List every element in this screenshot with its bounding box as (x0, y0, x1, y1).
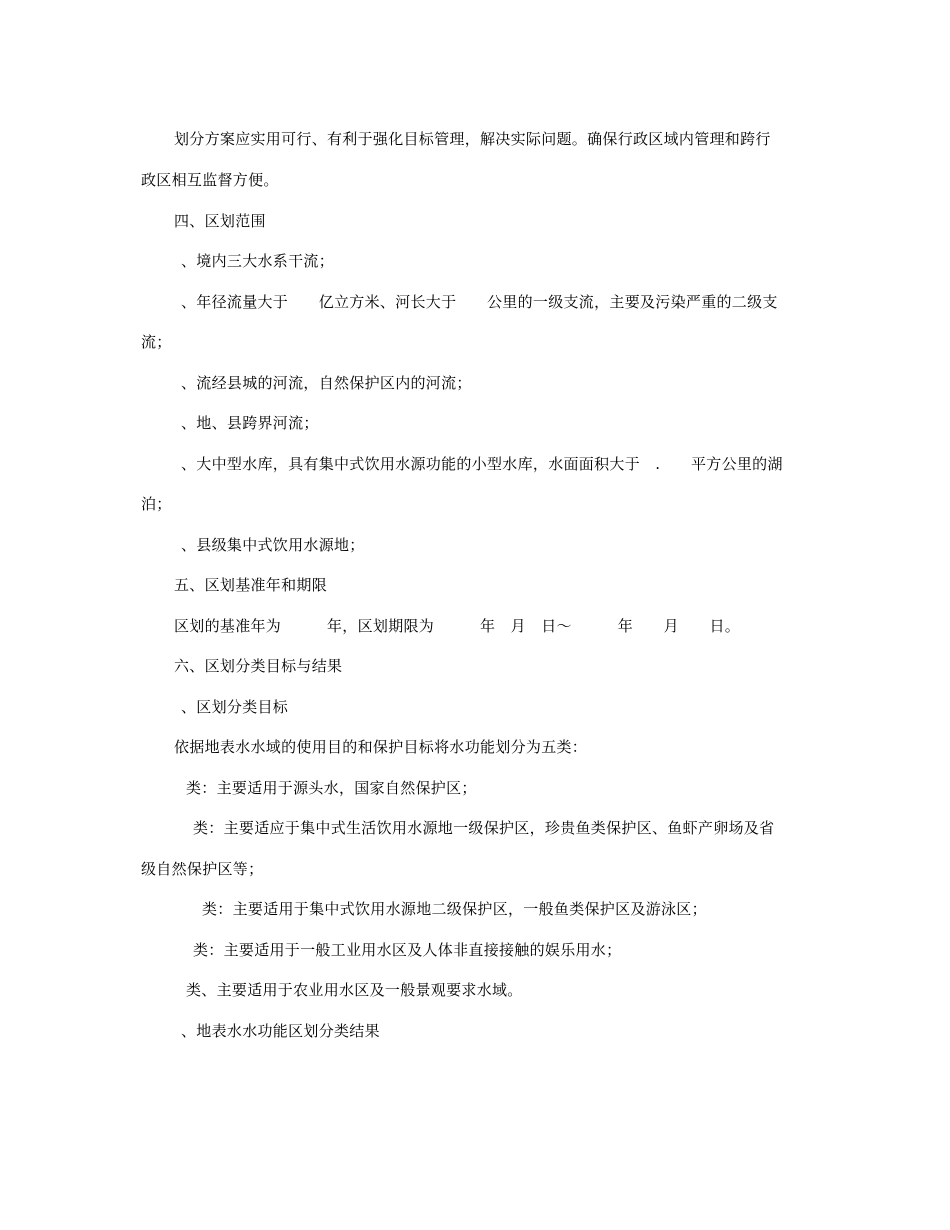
list-item: 类：主要适用于集中式饮用水源地二级保护区，一般鱼类保护区及游泳区； (202, 900, 707, 918)
list-item: 、流经县城的河流，自然保护区内的河流； (181, 374, 472, 392)
list-item-continuation: 级自然保护区等； (141, 860, 264, 878)
list-item: 、年径流量大于 亿立方米、河长大于 公里的一级支流，主要及污染严重的二级支 (181, 293, 778, 311)
list-item: 类、主要适用于农业用水区及一般景观要求水域。 (186, 981, 523, 999)
list-item: 、境内三大水系干流； (181, 252, 335, 270)
list-item: 类：主要适用于一般工业用水区及人体非直接接触的娱乐用水； (193, 941, 622, 959)
section-heading: 五、区划基准年和期限 (174, 576, 328, 594)
paragraph-line: 区划的基准年为 年，区划期限为 年 月 日～ 年 月 日。 (174, 617, 741, 635)
section-heading: 六、区划分类目标与结果 (174, 657, 343, 675)
list-item: 类：主要适用于源头水，国家自然保护区； (186, 779, 477, 797)
paragraph-line: 依据地表水水域的使用目的和保护目标将水功能划分为五类： (174, 738, 588, 756)
list-item-continuation: 流； (141, 333, 172, 351)
list-item: 、大中型水库，具有集中式饮用水源功能的小型水库，水面面积大于 . 平方公里的湖 (181, 455, 783, 473)
paragraph-line: 划分方案应实用可行、有利于强化目标管理，解决实际问题。确保行政区域内管理和跨行 (174, 130, 771, 148)
list-item: 、地、县跨界河流； (181, 414, 319, 432)
paragraph-line: 政区相互监督方便。 (141, 171, 279, 189)
section-heading: 四、区划范围 (174, 212, 266, 230)
list-item: 、县级集中式饮用水源地； (181, 536, 365, 554)
list-item: 类：主要适应于集中式生活饮用水源地一级保护区，珍贵鱼类保护区、鱼虾产卵场及省 (193, 819, 775, 837)
subsection-heading: 、区划分类目标 (181, 698, 289, 716)
subsection-heading: 、地表水水功能区划分类结果 (181, 1022, 380, 1040)
list-item-continuation: 泊； (141, 495, 172, 513)
